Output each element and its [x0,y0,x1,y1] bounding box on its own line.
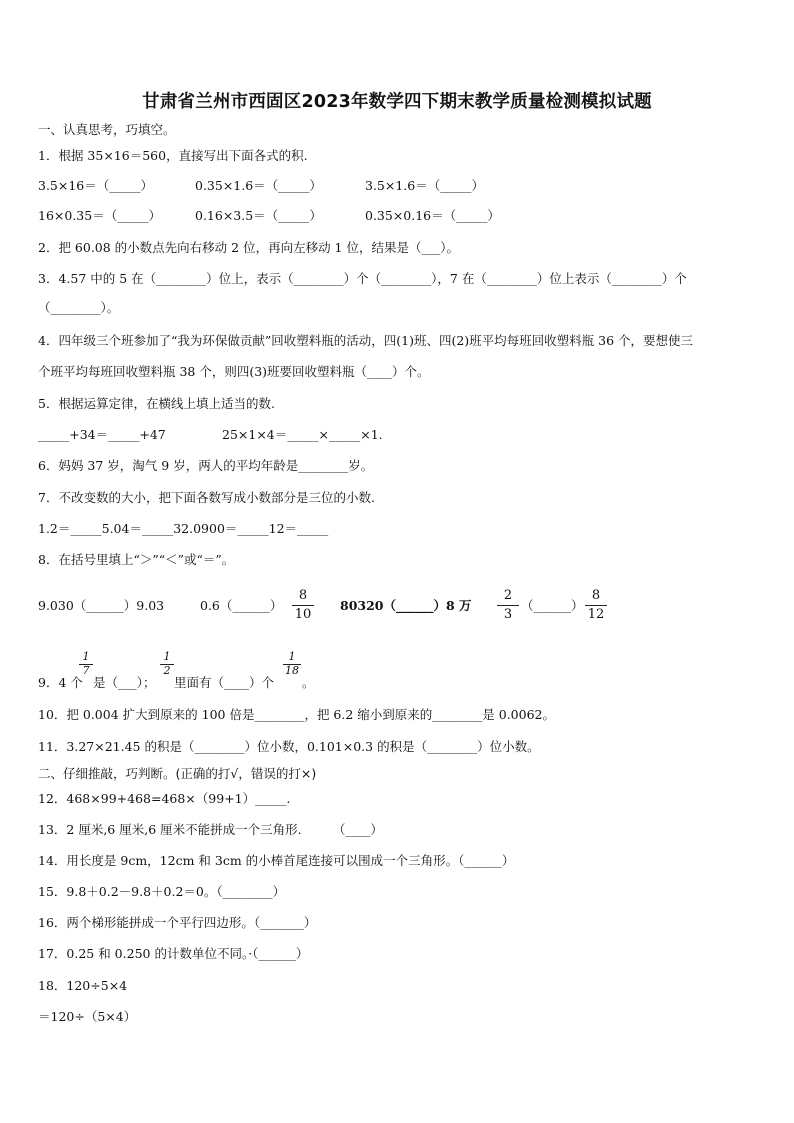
question-14: 14．用长度是 9cm，12cm 和 3cm 的小棒首尾连接可以围成一个三角形。（______） [38,853,515,868]
question-12: 12．468×99+468=468×（99+1）_____. [38,791,291,806]
question-18-line1: 18．120÷5×4 [38,978,128,993]
q9-part4: 。 [302,675,315,690]
question-4-line1: 4．四年级三个班参加了“我为环保做贡献”回收塑料瓶的活动，四(1)班、四(2)班平均每班回收塑料瓶 36 个，要想使三 [38,333,694,348]
q8-item-a: 9.030（______）9.03 [38,598,165,613]
question-8-stem: 8．在括号里填上“＞”“＜”或“＝”。 [38,552,235,567]
q9-fraction-1-18: 1 18 [285,650,299,677]
question-13: 13．2 厘米,6 厘米,6 厘米不能拼成一个三角形. （____） [38,822,383,837]
question-17: 17．0.25 和 0.250 的计数单位不同。·（______） [38,946,309,961]
page-title: 甘肃省兰州市西固区2023年数学四下期末教学质量检测模拟试题 [142,92,652,112]
question-5-stem: 5．根据运算定律，在横线上填上适当的数. [38,396,275,411]
q8-fraction-2-3: 2 3 [497,588,519,622]
question-7-line: 1.2＝_____5.04＝_____32.0900＝_____12＝_____ [38,521,329,536]
question-4-line2: 个班平均每班回收塑料瓶 38 个，则四(3)班要回收塑料瓶（____）个。 [38,364,430,379]
question-7-stem: 7．不改变数的大小，把下面各数写成小数部分是三位的小数. [38,490,375,505]
question-2: 2．把 60.08 的小数点先向右移动 2 位，再向左移动 1 位，结果是（___）。 [38,240,459,255]
q5-item-b: 25×1×4＝_____×_____×1. [222,427,383,442]
q9-fraction-1-2: 1 2 [160,651,174,677]
question-18-line2: ＝120÷（5×4） [38,1009,137,1024]
question-3-line2: （________）。 [38,300,120,315]
q1-row2-item2: 0.16×3.5＝（_____） [195,208,322,223]
question-3-line1: 3．4.57 中的 5 在（________）位上，表示（________）个（________），7 在（________）位上表示（________）个 [38,271,687,286]
section-2-heading: 二、仔细推敲，巧判断。(正确的打√，错误的打×) [38,766,317,781]
q5-item-a: _____+34＝_____+47 [38,427,166,442]
q8-item-d: （______） [521,598,584,613]
q9-fraction-1-7: 1 7 [79,651,93,677]
section-1-heading: 一、认真思考，巧填空。 [38,122,176,137]
q1-row2-item1: 16×0.35＝（_____） [38,208,161,223]
question-15: 15．9.8＋0.2－9.8＋0.2＝0。（________） [38,884,286,899]
q1-row1-item1: 3.5×16＝（_____） [38,178,154,193]
q8-item-b: 0.6（______） [200,598,283,613]
q1-row2-item3: 0.35×0.16＝（_____） [365,208,500,223]
q8-item-c: 80320（______）8 万 [340,598,472,613]
question-6: 6．妈妈 37 岁，淘气 9 岁，两人的平均年龄是________岁。 [38,458,374,473]
question-10: 10．把 0.004 扩大到原来的 100 倍是________，把 6.2 缩小到原来的________是 0.0062。 [38,707,555,722]
question-16: 16．两个梯形能拼成一个平行四边形。（_______） [38,915,317,930]
q9-part2: 是（___）； [93,675,156,690]
question-1-stem: 1．根据 35×16＝560，直接写出下面各式的积. [38,148,308,163]
q9-part3: 里面有（____）个 [174,675,275,690]
q8-fraction-8-12: 8 12 [585,588,607,622]
q8-fraction-8-10: 8 10 [292,588,314,622]
q9-part1: 9．4 个 [38,675,83,690]
q1-row1-item2: 0.35×1.6＝（_____） [195,178,322,193]
q1-row1-item3: 3.5×1.6＝（_____） [365,178,484,193]
question-11: 11．3.27×21.45 的积是（________）位小数，0.101×0.3 的积是（________）位小数。 [38,739,540,754]
